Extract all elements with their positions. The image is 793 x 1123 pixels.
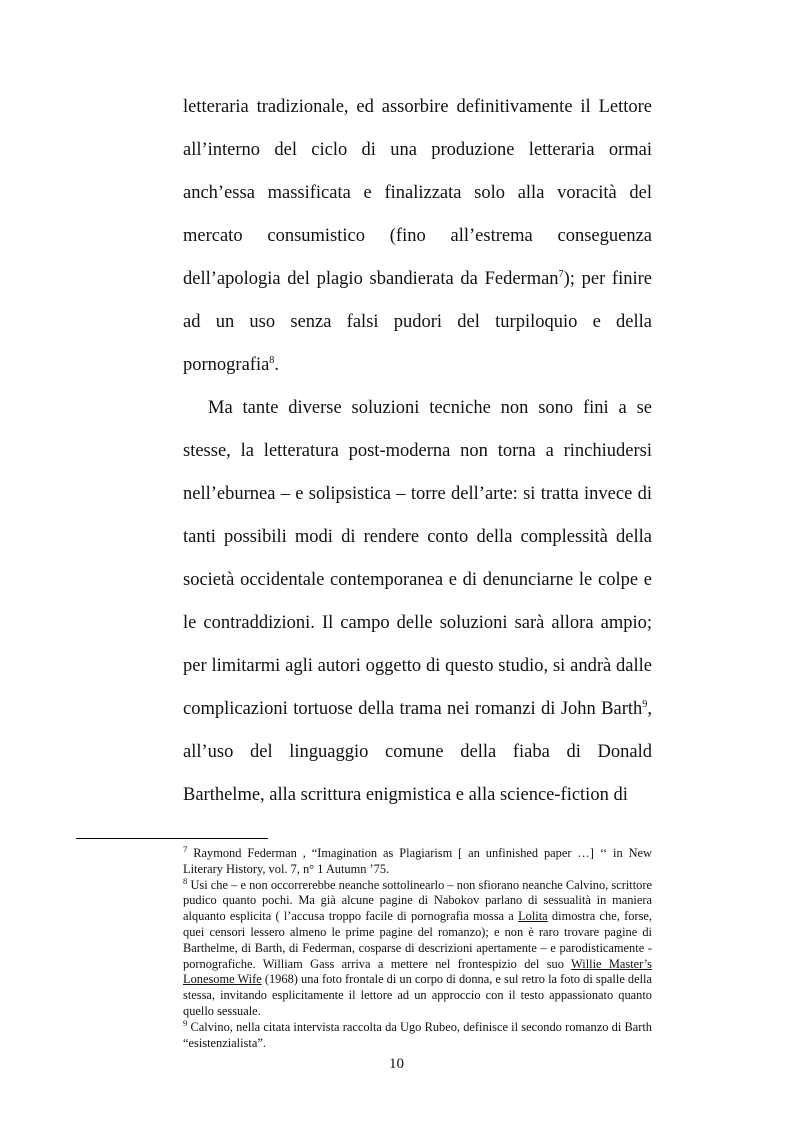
paragraph-1-text-c: . — [274, 355, 279, 375]
footnote-ref-9[interactable]: 9 — [642, 698, 648, 710]
paragraph-2-text-b: , all’uso del linguaggio comune della fiaba di Donald Barthelme, alla scrittura enigmistica e alla science-fiction di — [183, 699, 652, 805]
footnote-8-text-a: Usi che – e non occorrerebbe neanche sottolinearlo – non sfiorano neanche Calvino, scrittore pudico quanto pochi. Ma già alcune pagine di Nabokov parlano di sessualità in maniera alquanto esplicita ( l’accusa troppo facile di pornografia mossa a — [183, 877, 652, 924]
footnote-7-number: 7 — [183, 843, 188, 854]
footnote-8-title-gass: Willie Master’s Lonesome Wife — [183, 956, 652, 987]
footnote-8-text-c: (1968) una foto frontale di un corpo di donna, e sul retro la foto di spalle della stessa, invitando esplicitamente il lettore ad un approccio con il testo appassionato quanto quello sessuale. — [183, 972, 652, 1018]
footnote-8 — [183, 875, 652, 1020]
footnotes — [183, 843, 652, 1051]
footnote-ref-8[interactable]: 8 — [269, 354, 275, 366]
paragraph-1 — [183, 86, 652, 387]
footnote-9 — [183, 1017, 652, 1052]
footnote-9-number: 9 — [183, 1017, 188, 1028]
footnote-8-number: 8 — [183, 875, 188, 886]
paragraph-2-text-a: Ma tante diverse soluzioni tecniche non sono fini a se stesse, la letteratura post-moderna non torna a rinchiudersi nell’eburnea – e solipsistica – torre dell’arte: si tratta invece di tanti possibili modi di rendere conto della complessità della società occidentale contemporanea e di denunciarne le colpe e le contraddizioni. Il campo delle soluzioni sarà allora ampio; per limitarmi agli autori oggetto di questo studio, si andrà dalle complicazioni tortuose della trama nei romanzi di John Barth — [183, 398, 652, 719]
footnote-8-text-b: dimostra che, forse, quei censori lessero almeno le prime pagine del romanzo); e non è raro trovare pagine di Barthelme, di Barth, di Federman, cosparse di descrizioni apertamente – e parodisticamente - pornografiche. William Gass arriva a mettere nel frontespizio del suo — [183, 909, 652, 971]
page-number: 10 — [389, 1056, 404, 1072]
paragraph-1-text-b: ); per finire ad un uso senza falsi pudori del turpiloquio e della pornografia — [183, 269, 652, 375]
footnote-separator — [76, 838, 268, 839]
footnote-ref-7[interactable]: 7 — [558, 268, 564, 280]
footnote-9-text: Calvino, nella citata intervista raccolta da Ugo Rubeo, definisce il secondo romanzo di Barth “esistenzialista”. — [183, 1019, 652, 1050]
main-text — [183, 86, 652, 817]
footnote-7-text: Raymond Federman , “Imagination as Plagiarism [ an unfinished paper …] ‘‘ in New Literary History, vol. 7, n° 1 Autumn ’75. — [183, 846, 652, 876]
paragraph-1-text-a: letteraria tradizionale, ed assorbire definitivamente il Lettore all’interno del ciclo di una produzione letteraria ormai anch’essa massificata e finalizzata solo alla voracità del mercato consumistico (fino all’estrema conseguenza dell’apologia del plagio sbandierata da Federman — [183, 97, 652, 289]
footnote-8-title-lolita: Lolita — [518, 909, 548, 924]
footnote-7 — [183, 843, 652, 878]
paragraph-2 — [183, 387, 652, 817]
